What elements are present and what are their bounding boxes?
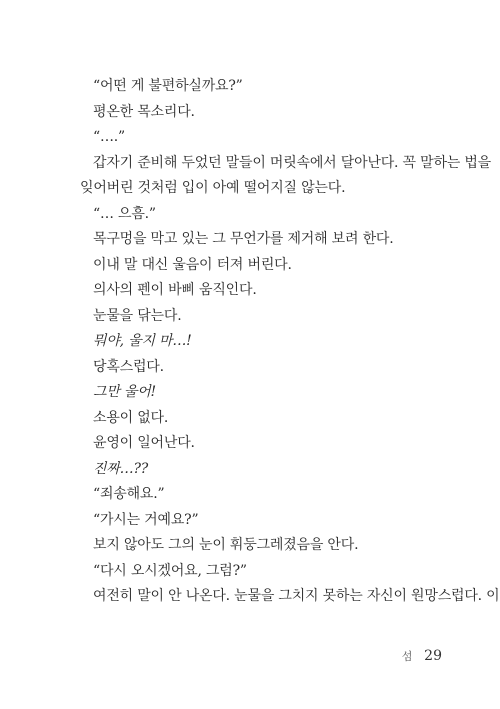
paragraph-line: 소용이 없다.	[93, 409, 169, 426]
page-number: 29	[424, 648, 442, 664]
page-footer	[402, 648, 442, 664]
paragraph-line-italic: 진짜…??	[93, 460, 149, 477]
paragraph-line: 의사의 펜이 바삐 움직인다.	[93, 282, 257, 298]
paragraph-line: 이내 말 대신 울음이 터져 버린다.	[93, 256, 292, 273]
paragraph-line: 여전히 말이 안 나온다. 눈물을 그치지 못하는 자신이 원망스럽다. 이	[93, 588, 500, 604]
paragraph-line: 당혹스럽다.	[93, 358, 164, 375]
paragraph-line: “가시는 거예요?”	[93, 511, 199, 528]
paragraph-line: 잊어버린 것처럼 입이 아예 떨어지질 않는다.	[80, 180, 346, 196]
paragraph-line: “….”	[93, 129, 125, 145]
paragraph-line: 윤영이 일어난다.	[93, 435, 195, 451]
body-text	[80, 74, 500, 610]
paragraph-line: “다시 오시겠어요, 그럼?”	[93, 562, 247, 579]
paragraph-line: “어떤 게 불편하실까요?”	[93, 78, 243, 94]
paragraph-line: 눈물을 닦는다.	[93, 307, 182, 324]
paragraph-line: 평온한 목소리다.	[93, 103, 195, 120]
paragraph-line: 갑자기 준비해 두었던 말들이 머릿속에서 달아난다. 꼭 말하는 법을	[93, 154, 491, 171]
paragraph-line: “죄송해요.”	[93, 486, 165, 502]
running-head: 섬	[401, 650, 413, 663]
paragraph-line-italic: 뭐야, 울지 마…!	[93, 333, 192, 349]
paragraph-line: 보지 않아도 그의 눈이 휘둥그레졌음을 안다.	[93, 537, 359, 553]
paragraph-line: “… 으흠.”	[93, 205, 156, 222]
paragraph-line: 목구멍을 막고 있는 그 무언가를 제거해 보려 한다.	[93, 231, 394, 247]
paragraph-line-italic: 그만 울어!	[93, 384, 156, 400]
